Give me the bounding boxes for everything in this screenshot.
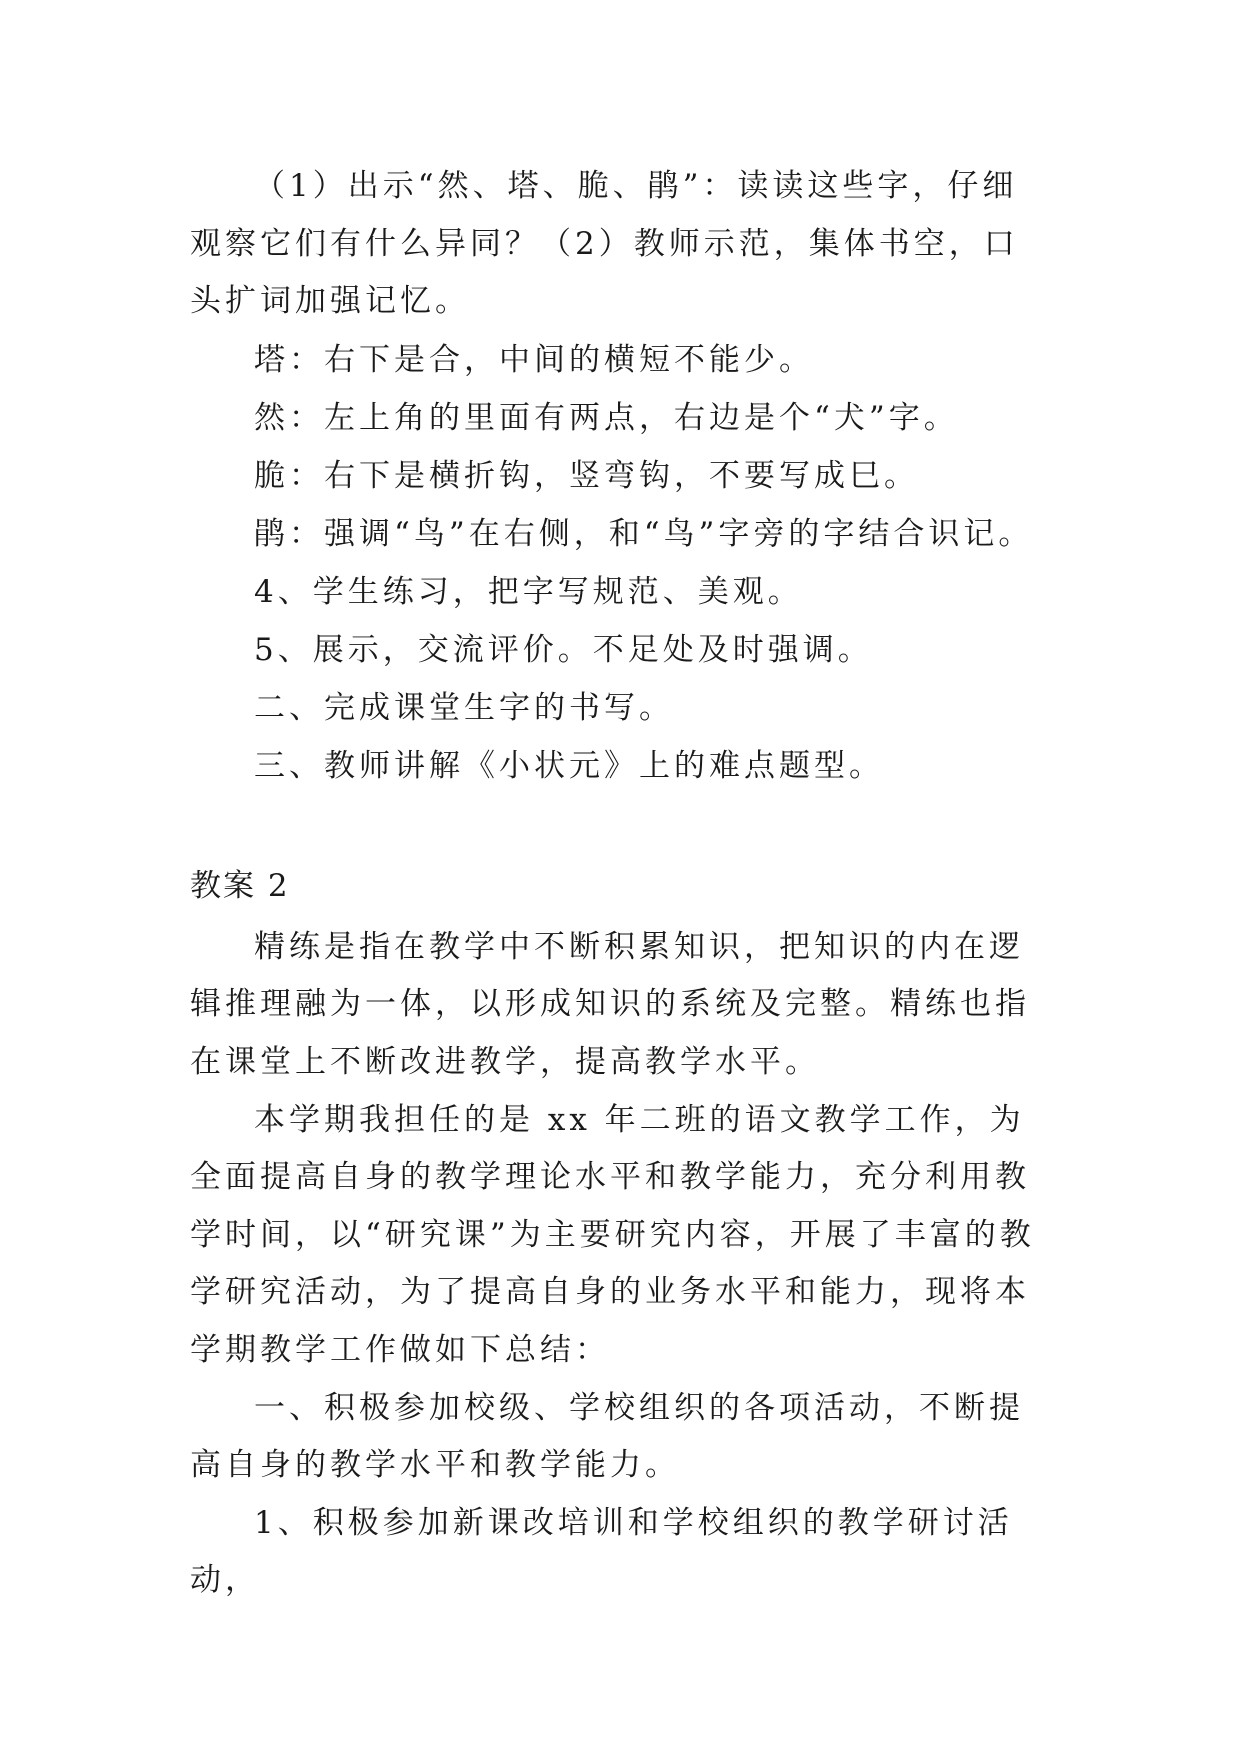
- char-note-ran: 然：左上角的里面有两点，右边是个“犬”字。: [254, 399, 959, 436]
- body-paragraph-4: 1、积极参加新课改培训和学校组织的教学研讨活动，: [190, 1504, 1013, 1599]
- char-note-cui: 脆：右下是横折钩，竖弯钩，不要写成巳。: [254, 457, 919, 494]
- intro-paragraph: （1）出示“然、塔、脆、鹃”：读读这些字，仔细观察它们有什么异同？（2）教师示范，集体书空，口头扩词加强记忆。: [190, 168, 1019, 320]
- char-note-ta: 塔：右下是合，中间的横短不能少。: [254, 341, 814, 378]
- body-paragraph-2: 本学期我担任的是 xx 年二班的语文教学工作，为全面提高自身的教学理论水平和教学能力，充分利用教学时间，以“研究课”为主要研究内容，开展了丰富的教学研究活动，为了提高自身的业务水平和能力，现将本学期教学工作做如下总结：: [190, 1101, 1035, 1368]
- document-content: [190, 158, 1050, 1610]
- section-three-line: 三、教师讲解《小状元》上的难点题型。: [254, 747, 884, 784]
- char-note-juan: 鹃：强调“鸟”在右侧，和“鸟”字旁的字结合识记。: [254, 515, 1034, 552]
- lesson-plan-heading: 教案 2: [190, 867, 290, 904]
- step-4-line: 4、学生练习，把字写规范、美观。: [254, 573, 803, 610]
- section-spacer: [190, 795, 1050, 857]
- body-paragraph-3: 一、积极参加校级、学校组织的各项活动，不断提高自身的教学水平和教学能力。: [190, 1389, 1024, 1484]
- body-paragraph-1: 精练是指在教学中不断积累知识，把知识的内在逻辑推理融为一体，以形成知识的系统及完整。精练也指在课堂上不断改进教学，提高教学水平。: [190, 928, 1030, 1080]
- section-two-line: 二、完成课堂生字的书写。: [254, 689, 674, 726]
- step-5-line: 5、展示，交流评价。不足处及时强调。: [254, 631, 873, 668]
